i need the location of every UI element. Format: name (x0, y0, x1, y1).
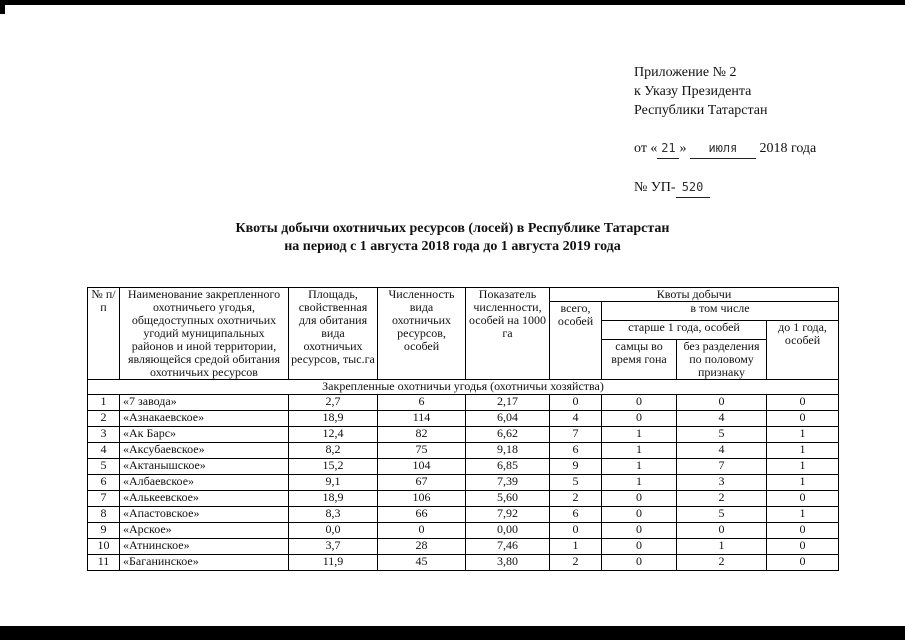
cell-number: 4 (88, 443, 120, 459)
cell-males: 0 (602, 491, 677, 507)
header-including: в том числе (602, 302, 839, 321)
cell-nosex: 2 (677, 555, 767, 571)
cell-total: 6 (550, 443, 602, 459)
table-row (88, 443, 839, 459)
cell-males: 1 (602, 427, 677, 443)
cell-total: 0 (550, 523, 602, 539)
cell-males: 0 (602, 555, 677, 571)
cell-young: 0 (767, 491, 839, 507)
cell-area: 18,9 (289, 491, 378, 507)
number-prefix: № УП- (634, 180, 676, 195)
cell-nosex: 0 (677, 523, 767, 539)
cell-total: 0 (550, 395, 602, 411)
date-month-field: июля (690, 139, 756, 159)
table-row (88, 555, 839, 571)
cell-number: 9 (88, 523, 120, 539)
cell-young: 1 (767, 475, 839, 491)
cell-number: 7 (88, 491, 120, 507)
cell-density: 0,00 (466, 523, 550, 539)
section-heading: Закрепленные охотничьи угодья (охотничьи хозяйства) (88, 380, 839, 395)
header-name: Наименование закрепленного охотничьего угодья, общедоступных охотничьих угодий муниципальных районов и иной территории, являющейся средой обитания охотничьих ресурсов (120, 288, 289, 380)
cell-count: 66 (378, 507, 466, 523)
cell-density: 3,80 (466, 555, 550, 571)
cell-name: «Арское» (120, 523, 289, 539)
cell-name: «Баганинское» (120, 555, 289, 571)
document-title-line-1: Квоты добычи охотничьих ресурсов (лосей) в Республике Татарстан (235, 221, 670, 236)
cell-young: 0 (767, 411, 839, 427)
cell-area: 18,9 (289, 411, 378, 427)
cell-area: 12,4 (289, 427, 378, 443)
cell-area: 8,3 (289, 507, 378, 523)
appendix-line-1: Приложение № 2 (634, 65, 737, 80)
header-density: Показатель численности, особей на 1000 га (466, 288, 550, 380)
cell-males: 0 (602, 395, 677, 411)
cell-nosex: 0 (677, 395, 767, 411)
header-area: Площадь, свойственная для обитания вида охотничьих ресурсов, тыс.га (289, 288, 378, 380)
cell-count: 75 (378, 443, 466, 459)
cell-young: 0 (767, 395, 839, 411)
cell-name: «Алькеевское» (120, 491, 289, 507)
table-row (88, 523, 839, 539)
cell-nosex: 5 (677, 427, 767, 443)
header-total: всего, особей (550, 302, 602, 380)
scan-edge-top (0, 0, 905, 5)
cell-nosex: 5 (677, 507, 767, 523)
cell-nosex: 4 (677, 443, 767, 459)
cell-males: 1 (602, 459, 677, 475)
cell-area: 0,0 (289, 523, 378, 539)
cell-density: 7,39 (466, 475, 550, 491)
table-row (88, 491, 839, 507)
cell-name: «Апастовское» (120, 507, 289, 523)
table-row (88, 507, 839, 523)
cell-number: 6 (88, 475, 120, 491)
cell-total: 1 (550, 539, 602, 555)
cell-males: 1 (602, 475, 677, 491)
cell-name: «Атнинское» (120, 539, 289, 555)
date-day-field: 21 (657, 139, 679, 159)
cell-total: 4 (550, 411, 602, 427)
cell-density: 5,60 (466, 491, 550, 507)
date-prefix: от « (634, 141, 658, 156)
cell-density: 2,17 (466, 395, 550, 411)
quota-table (87, 287, 839, 571)
cell-count: 67 (378, 475, 466, 491)
scan-edge-corner (0, 0, 5, 14)
cell-nosex: 2 (677, 491, 767, 507)
table-row (88, 411, 839, 427)
appendix-line-2: к Указу Президента (634, 84, 752, 99)
cell-density: 7,92 (466, 507, 550, 523)
cell-nosex: 7 (677, 459, 767, 475)
appendix-date (634, 139, 816, 159)
cell-density: 6,62 (466, 427, 550, 443)
header-young: до 1 года, особей (767, 321, 839, 380)
cell-males: 0 (602, 539, 677, 555)
cell-area: 2,7 (289, 395, 378, 411)
cell-count: 6 (378, 395, 466, 411)
cell-area: 11,9 (289, 555, 378, 571)
header-quota: Квоты добычи (550, 288, 839, 302)
cell-density: 6,04 (466, 411, 550, 427)
cell-count: 106 (378, 491, 466, 507)
cell-number: 2 (88, 411, 120, 427)
appendix-block (634, 63, 816, 198)
header-older: старше 1 года, особей (602, 321, 767, 340)
cell-name: «Ак Барс» (120, 427, 289, 443)
cell-young: 1 (767, 443, 839, 459)
cell-nosex: 1 (677, 539, 767, 555)
table-body (88, 380, 839, 571)
table-row (88, 427, 839, 443)
appendix-line-3: Республики Татарстан (634, 103, 768, 118)
cell-young: 0 (767, 539, 839, 555)
cell-number: 8 (88, 507, 120, 523)
cell-males: 0 (602, 411, 677, 427)
header-nosex: без разделения по половому признаку (677, 340, 767, 380)
cell-name: «Азнакаевское» (120, 411, 289, 427)
cell-name: «Албаевское» (120, 475, 289, 491)
cell-number: 5 (88, 459, 120, 475)
cell-young: 1 (767, 507, 839, 523)
cell-count: 0 (378, 523, 466, 539)
cell-young: 0 (767, 555, 839, 571)
cell-density: 7,46 (466, 539, 550, 555)
cell-total: 2 (550, 555, 602, 571)
date-suffix: 2018 года (759, 141, 817, 156)
cell-young: 1 (767, 459, 839, 475)
cell-count: 28 (378, 539, 466, 555)
cell-number: 11 (88, 555, 120, 571)
appendix-number (634, 178, 816, 198)
table-row (88, 539, 839, 555)
date-mid: » (679, 141, 687, 156)
cell-total: 6 (550, 507, 602, 523)
cell-density: 9,18 (466, 443, 550, 459)
header-number: № п/п (88, 288, 120, 380)
cell-density: 6,85 (466, 459, 550, 475)
cell-area: 3,7 (289, 539, 378, 555)
number-field: 520 (676, 178, 710, 198)
cell-young: 0 (767, 523, 839, 539)
cell-name: «7 завода» (120, 395, 289, 411)
cell-area: 9,1 (289, 475, 378, 491)
cell-number: 1 (88, 395, 120, 411)
cell-name: «Актанышское» (120, 459, 289, 475)
cell-young: 1 (767, 427, 839, 443)
cell-nosex: 3 (677, 475, 767, 491)
cell-total: 7 (550, 427, 602, 443)
cell-area: 8,2 (289, 443, 378, 459)
cell-total: 2 (550, 491, 602, 507)
table-row (88, 395, 839, 411)
table-row (88, 459, 839, 475)
cell-total: 9 (550, 459, 602, 475)
cell-count: 114 (378, 411, 466, 427)
cell-name: «Аксубаевское» (120, 443, 289, 459)
cell-count: 45 (378, 555, 466, 571)
table-row (88, 475, 839, 491)
scan-edge-bottom (0, 626, 905, 640)
header-count: Численность вида охотничьих ресурсов, особей (378, 288, 466, 380)
cell-count: 104 (378, 459, 466, 475)
header-males: самцы во время гона (602, 340, 677, 380)
cell-males: 0 (602, 523, 677, 539)
cell-area: 15,2 (289, 459, 378, 475)
cell-number: 3 (88, 427, 120, 443)
cell-males: 0 (602, 507, 677, 523)
cell-males: 1 (602, 443, 677, 459)
document-title-line-2: на период с 1 августа 2018 года до 1 августа 2019 года (284, 239, 621, 254)
cell-nosex: 4 (677, 411, 767, 427)
cell-count: 82 (378, 427, 466, 443)
cell-total: 5 (550, 475, 602, 491)
cell-number: 10 (88, 539, 120, 555)
